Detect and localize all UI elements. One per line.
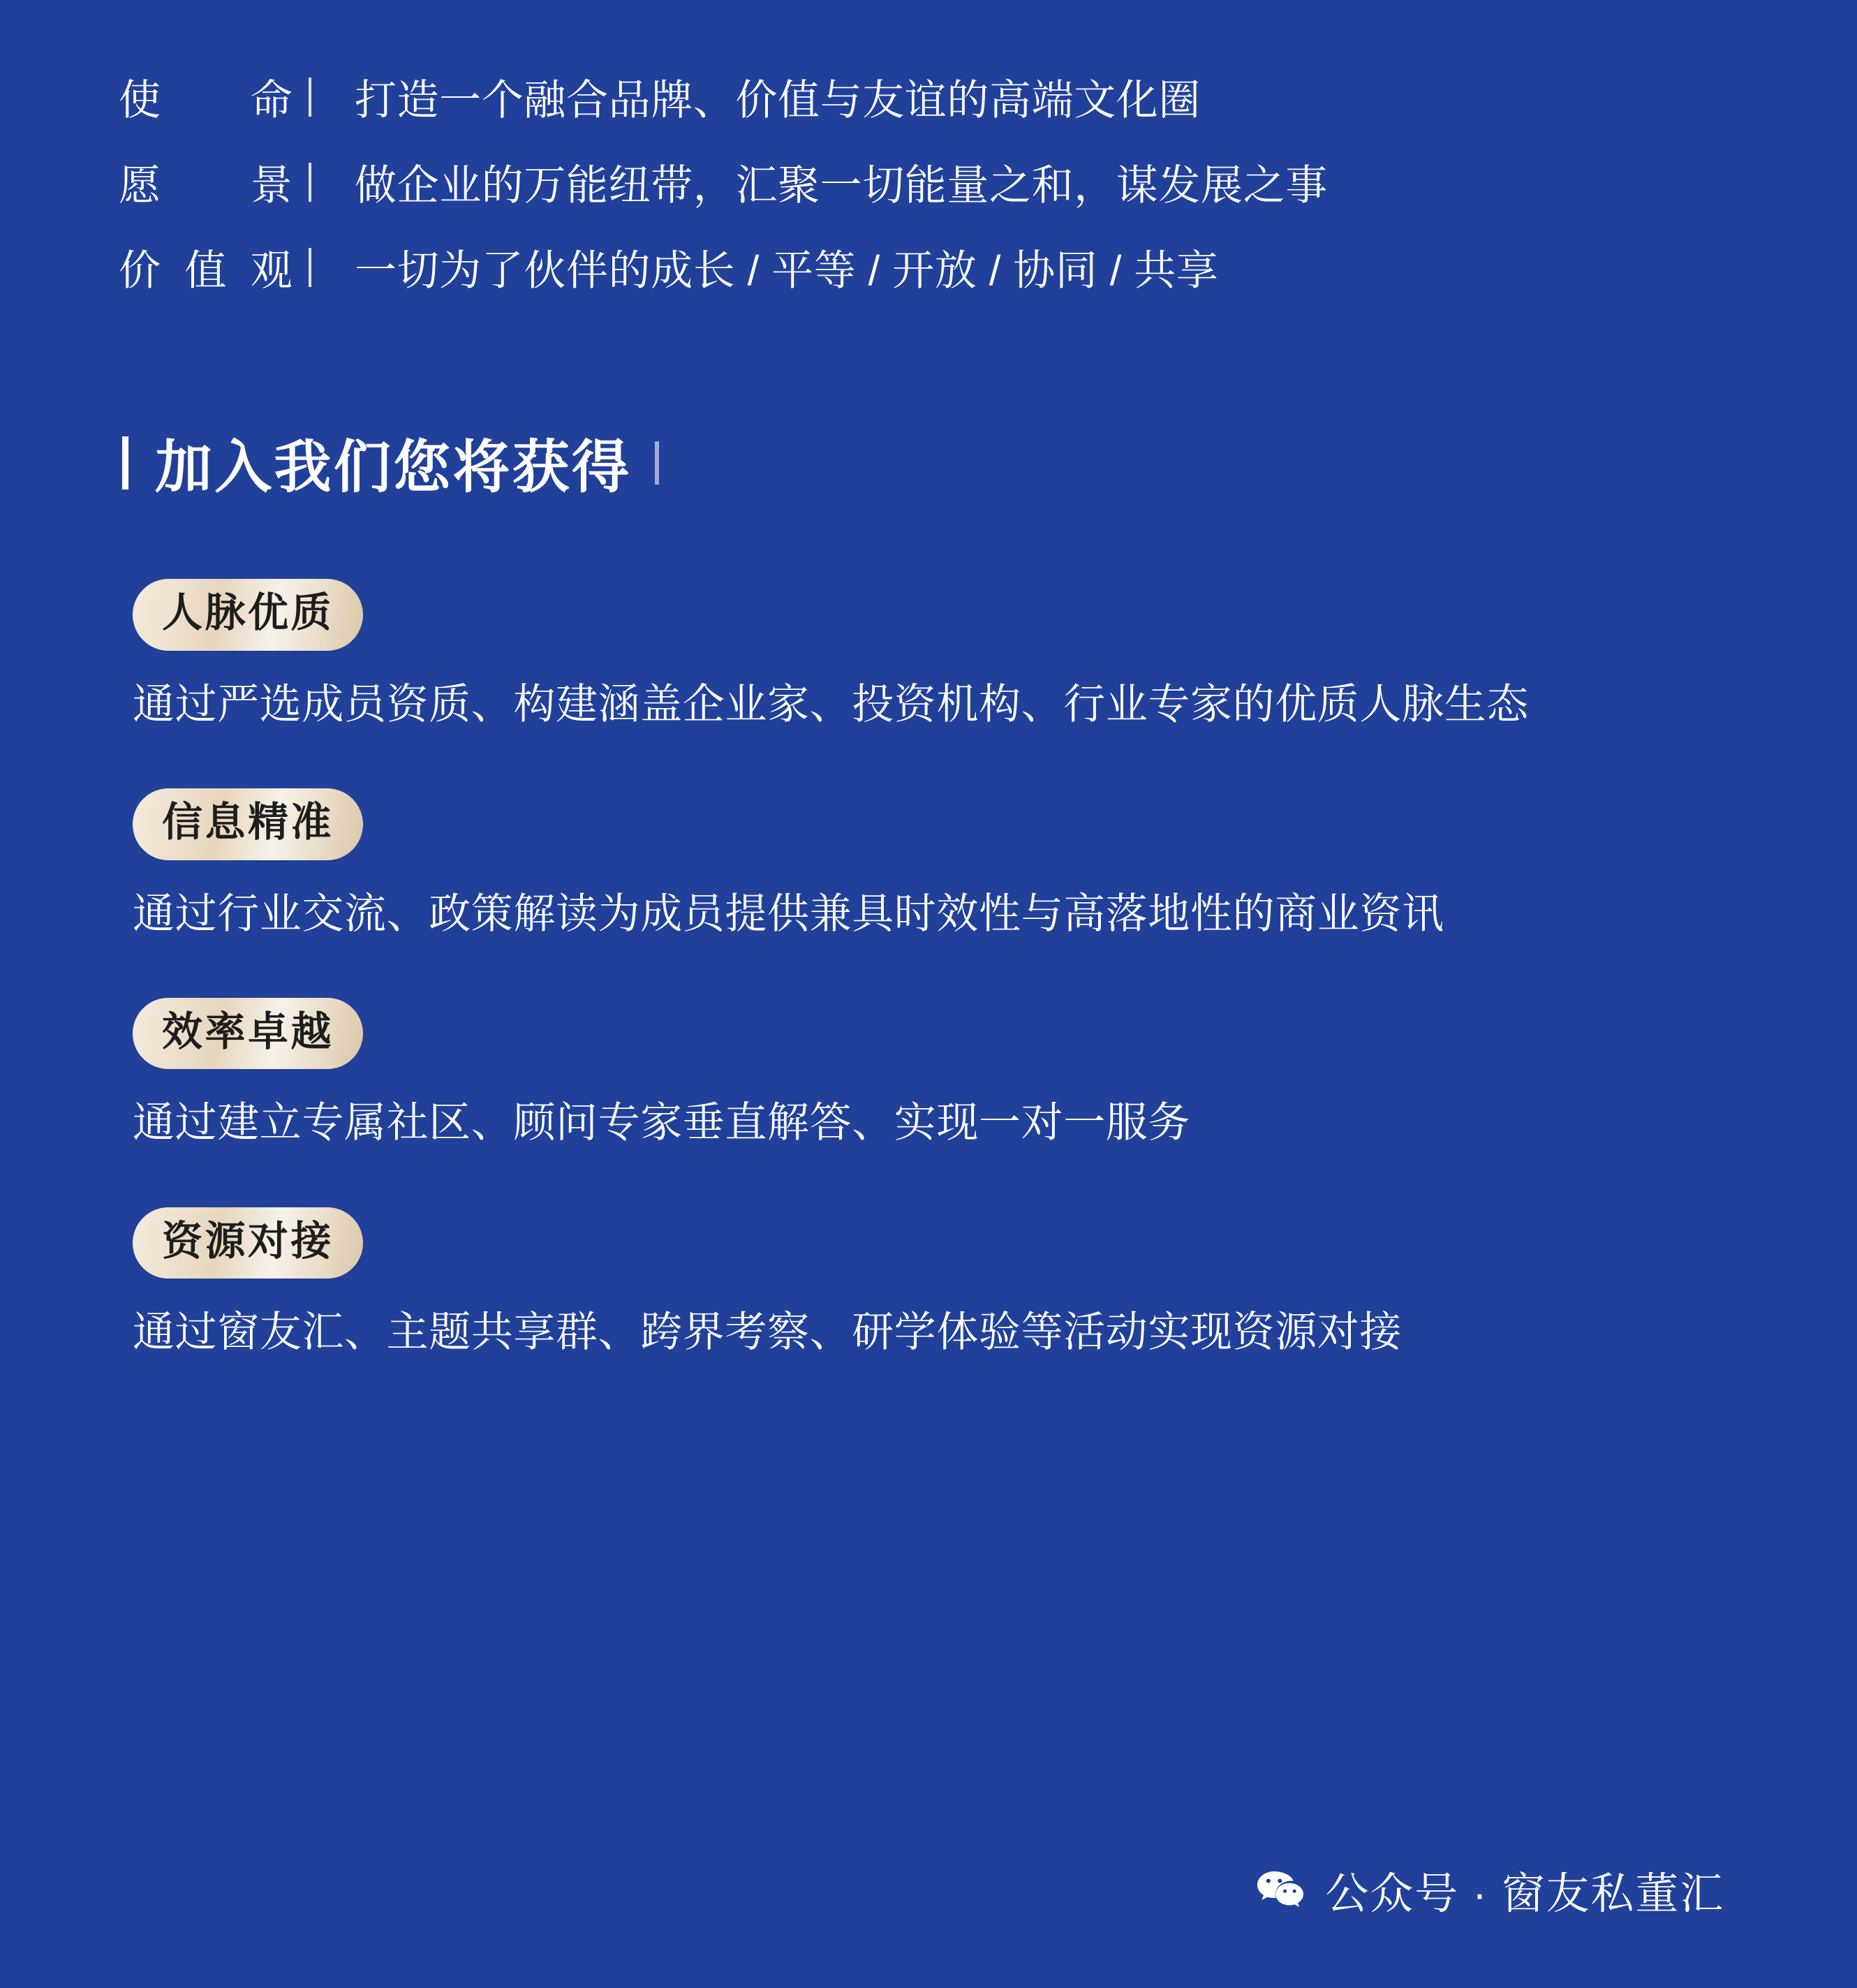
footer-account-name: 公众号 · 窗友私董汇 [1325,1870,1724,1918]
creed-divider [309,78,311,117]
creed-divider [309,248,311,287]
benefit-item [133,788,1738,943]
benefit-tag-badge: 信息精准 [133,788,363,860]
creed-label-values: 价 值 观 [119,247,293,294]
wechat-icon [1255,1869,1305,1911]
section-heading [122,422,1857,503]
creed-text-values: 一切为了伙伴的成长 / 平等 / 开放 / 协同 / 共享 [355,247,1219,294]
benefit-item [133,998,1738,1153]
benefit-item [133,1207,1738,1362]
benefit-tag-badge: 人脉优质 [133,579,363,651]
creed-block [0,0,1857,297]
benefit-item [133,579,1738,734]
benefit-description: 通过行业交流、政策解读为成员提供兼具时效性与高落地性的商业资讯 [133,890,1444,937]
benefit-description: 通过严选成员资质、构建涵盖企业家、投资机构、行业专家的优质人脉生态 [133,680,1529,728]
creed-row [119,237,1857,297]
heading-accent-bar-right [655,441,659,485]
benefit-tag-badge: 资源对接 [133,1207,363,1279]
benefit-description: 通过窗友汇、主题共享群、跨界考察、研学体验等活动实现资源对接 [133,1309,1402,1356]
benefit-tag-badge: 效率卓越 [133,998,363,1070]
creed-text-vision: 做企业的万能纽带，汇聚一切能量之和，谋发展之事 [355,162,1328,209]
creed-divider [309,163,311,202]
creed-label-mission: 使 命 [119,77,293,124]
creed-row [119,67,1857,127]
footer-account [1255,1859,1724,1921]
creed-row [119,152,1857,212]
page-title: 加入我们您将获得 [155,436,632,499]
benefits-list [0,579,1857,1362]
creed-text-mission: 打造一个融合品牌、价值与友谊的高端文化圈 [355,77,1201,124]
creed-label-vision: 愿 景 [119,162,293,209]
benefit-description: 通过建立专属社区、顾问专家垂直解答、实现一对一服务 [133,1099,1190,1147]
heading-accent-bar-left [122,436,128,489]
